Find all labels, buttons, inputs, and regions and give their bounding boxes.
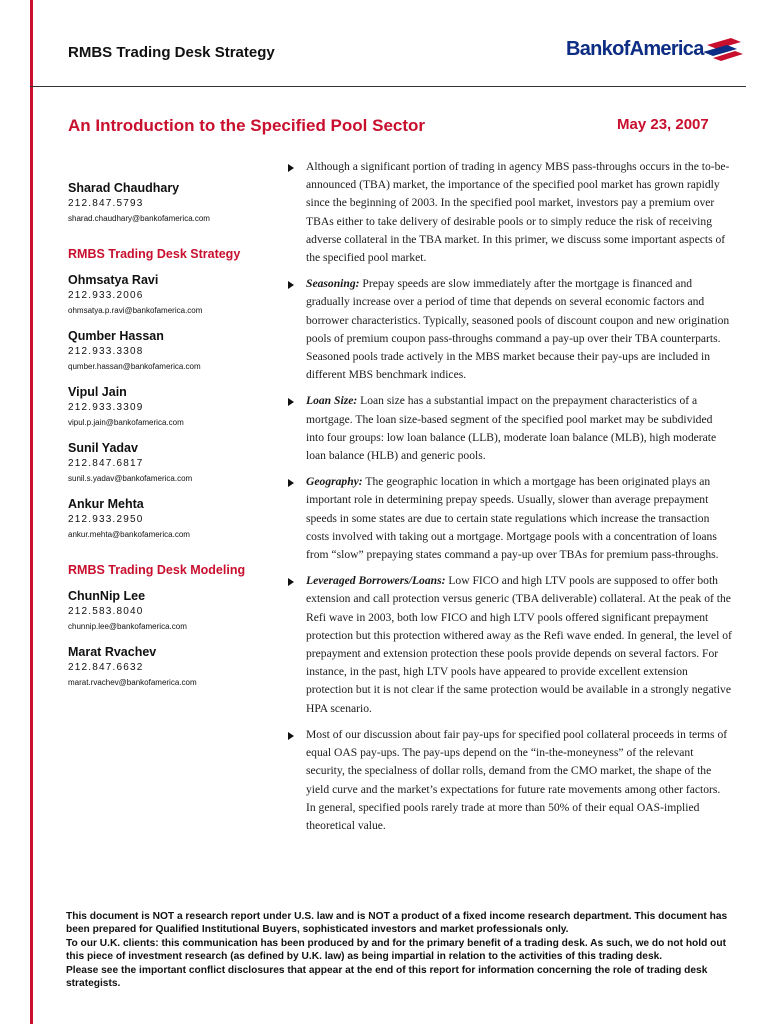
- bullet-item: [286, 392, 732, 465]
- header-title: RMBS Trading Desk Strategy: [68, 44, 275, 61]
- bullet-item: [286, 473, 732, 564]
- bullet-text: [306, 158, 732, 267]
- bullet-item: [286, 572, 732, 718]
- contact-name: Marat Rvachev: [68, 645, 157, 659]
- strategy-heading: RMBS Trading Desk Strategy: [68, 247, 241, 261]
- bullet-body: Although a significant portion of trading in agency MBS pass-throughs occurs in the to-be-announced (TBA) market, the importance of the specified pool market has grown rapidly since the beginning of 2003. In the specified pool market, investors pay a premium over TBAs either to take delivery of desirable pools or to simply reduce the risk of receiving adverse collateral in the TBA market. In this primer, we discuss some important aspects of the specified pool market.: [306, 160, 730, 265]
- contact-name: Sharad Chaudhary: [68, 181, 180, 195]
- contact-phone: 212.847.6632: [68, 662, 144, 673]
- contact-name: Qumber Hassan: [68, 329, 164, 343]
- bullet-text: [306, 275, 732, 384]
- bullet-arrow-icon: [288, 732, 294, 740]
- legal-disclaimer: [66, 910, 746, 990]
- bullet-lead: Seasoning:: [306, 277, 360, 291]
- contact-phone: 212.847.5793: [68, 198, 144, 209]
- contact-phone: 212.933.2950: [68, 514, 144, 525]
- document-title: An Introduction to the Specified Pool Sector: [68, 116, 426, 135]
- author-contact: [68, 180, 268, 225]
- disclaimer-paragraph: This document is NOT a research report under U.S. law and is NOT a product of a fixed income research department. This document has been prepared for Qualified Institutional Buyers, sophisticated investors and market professionals only.: [66, 911, 728, 936]
- bullet-text: [306, 726, 732, 835]
- bank-of-america-logo: [566, 34, 746, 68]
- bullet-item: [286, 726, 732, 835]
- contact-email[interactable]: vipul.p.jain@bankofamerica.com: [68, 418, 184, 427]
- bullet-arrow-icon: [288, 398, 294, 406]
- contact-email[interactable]: sunil.s.yadav@bankofamerica.com: [68, 474, 193, 483]
- disclaimer-paragraph: Please see the important conflict disclosures that appear at the end of this report for information concerning the role of trading desk strategists.: [66, 964, 708, 990]
- contact-card: [68, 328, 268, 373]
- bullet-item: [286, 158, 732, 267]
- contact-name: Ohmsatya Ravi: [68, 273, 159, 287]
- header-divider: [30, 86, 746, 87]
- bullet-item: [286, 275, 732, 384]
- contact-email[interactable]: marat.rvachev@bankofamerica.com: [68, 678, 197, 687]
- bullet-body: Low FICO and high LTV pools are supposed to offer both extension and call protection versus generic (TBA deliverable) collateral. At the peak of the Refi wave in 2003, both low FICO and high LTV pools offered significant prepayment protection but this protection withered away as the Refi wave ended. In general, the level of prepayment and extension protection these pools provide depends on several factors. For instance, in the past, high LTV pools have appeared to provide excellent extension protection but it is not clear if the same protection would be available in a strongly negative HPA scenario.: [306, 574, 732, 715]
- contact-card: [68, 496, 268, 541]
- bullet-arrow-icon: [288, 578, 294, 586]
- bullet-body: The geographic location in which a mortgage has been originated plays an important role in determining prepay speeds. Usually, slower than average prepayment speeds in some states are due to certain state regulations which increase the transaction costs involved with taking out a mortgage. Mortgage pools with a concentration of loans from “slow” prepaying states command a pay-up over TBAs for premium pass-throughs.: [306, 475, 719, 562]
- contact-card: [68, 272, 268, 317]
- disclaimer-paragraph: To our U.K. clients: this communication has been produced by and for the primary benefit of a trading desk. As such, we do not hold out this piece of investment research (as defined by U.K. law) as being impartial in relation to the activities of this trading desk.: [66, 937, 726, 963]
- contact-email[interactable]: ohmsatya.p.ravi@bankofamerica.com: [68, 306, 203, 315]
- bullet-body: Most of our discussion about fair pay-ups for specified pool collateral proceeds in terms of equal OAS pay-ups. The pay-ups depend on the “in-the-moneyness” of the relevant security, the specialness of dollar rolls, demand from the CMO market, the shape of the yield curve and the market’s expectations for future rate movements among other factors. In general, specified pools rarely trade at more than 50% of their equal OAS-implied theoretical value.: [306, 727, 728, 832]
- contact-card: [68, 644, 268, 689]
- contact-card: [68, 588, 268, 633]
- bullet-text: [306, 473, 732, 564]
- modeling-heading: RMBS Trading Desk Modeling: [68, 563, 246, 577]
- contact-email[interactable]: sharad.chaudhary@bankofamerica.com: [68, 214, 210, 223]
- contact-phone: 212.933.2006: [68, 290, 144, 301]
- contacts-sidebar: [68, 180, 268, 700]
- contact-phone: 212.933.3308: [68, 346, 144, 357]
- bullet-arrow-icon: [288, 281, 294, 289]
- contact-phone: 212.847.6817: [68, 458, 144, 469]
- main-content: [286, 158, 732, 843]
- bullet-lead: Geography:: [306, 475, 363, 489]
- contact-phone: 212.933.3309: [68, 402, 144, 413]
- bullet-body: Prepay speeds are slow immediately after the mortgage is financed and gradually increase over a period of time that depends on several economic factors and borrower characteristics. Typically, seasoned pools of discount coupon and new origination pools of premium coupon pass-throughs command a pay-up over their TBA counterparts. Seasoned pools trade actively in the MBS market because their pay-ups are included in different MBS benchmark indices.: [306, 277, 730, 382]
- contact-name: Vipul Jain: [68, 385, 127, 399]
- left-accent-rule: [30, 0, 33, 1024]
- logo-wordmark: BankofAmerica: [566, 38, 704, 60]
- contact-name: Ankur Mehta: [68, 497, 144, 511]
- contact-name: ChunNip Lee: [68, 589, 146, 603]
- contact-card: [68, 384, 268, 429]
- contact-phone: 212.583.8040: [68, 606, 144, 617]
- bullet-text: [306, 572, 732, 718]
- contact-email[interactable]: chunnip.lee@bankofamerica.com: [68, 622, 187, 631]
- contact-email[interactable]: qumber.hassan@bankofamerica.com: [68, 362, 201, 371]
- flag-icon: [701, 36, 745, 62]
- bullet-body: Loan size has a substantial impact on the prepayment characteristics of a mortgage. The loan size-based segment of the specified pool market may be subdivided into four groups: low loan balance (LLB), moderate loan balance (MLB), high moderate loan balance (HLB) and generic pools.: [306, 394, 717, 463]
- bullet-arrow-icon: [288, 164, 294, 172]
- contact-email[interactable]: ankur.mehta@bankofamerica.com: [68, 530, 190, 539]
- bullet-lead: Loan Size:: [306, 394, 358, 408]
- bullet-arrow-icon: [288, 479, 294, 487]
- contact-card: [68, 440, 268, 485]
- contact-name: Sunil Yadav: [68, 441, 138, 455]
- document-date: May 23, 2007: [617, 116, 709, 133]
- bullet-text: [306, 392, 732, 465]
- bullet-lead: Leveraged Borrowers/Loans:: [306, 574, 446, 588]
